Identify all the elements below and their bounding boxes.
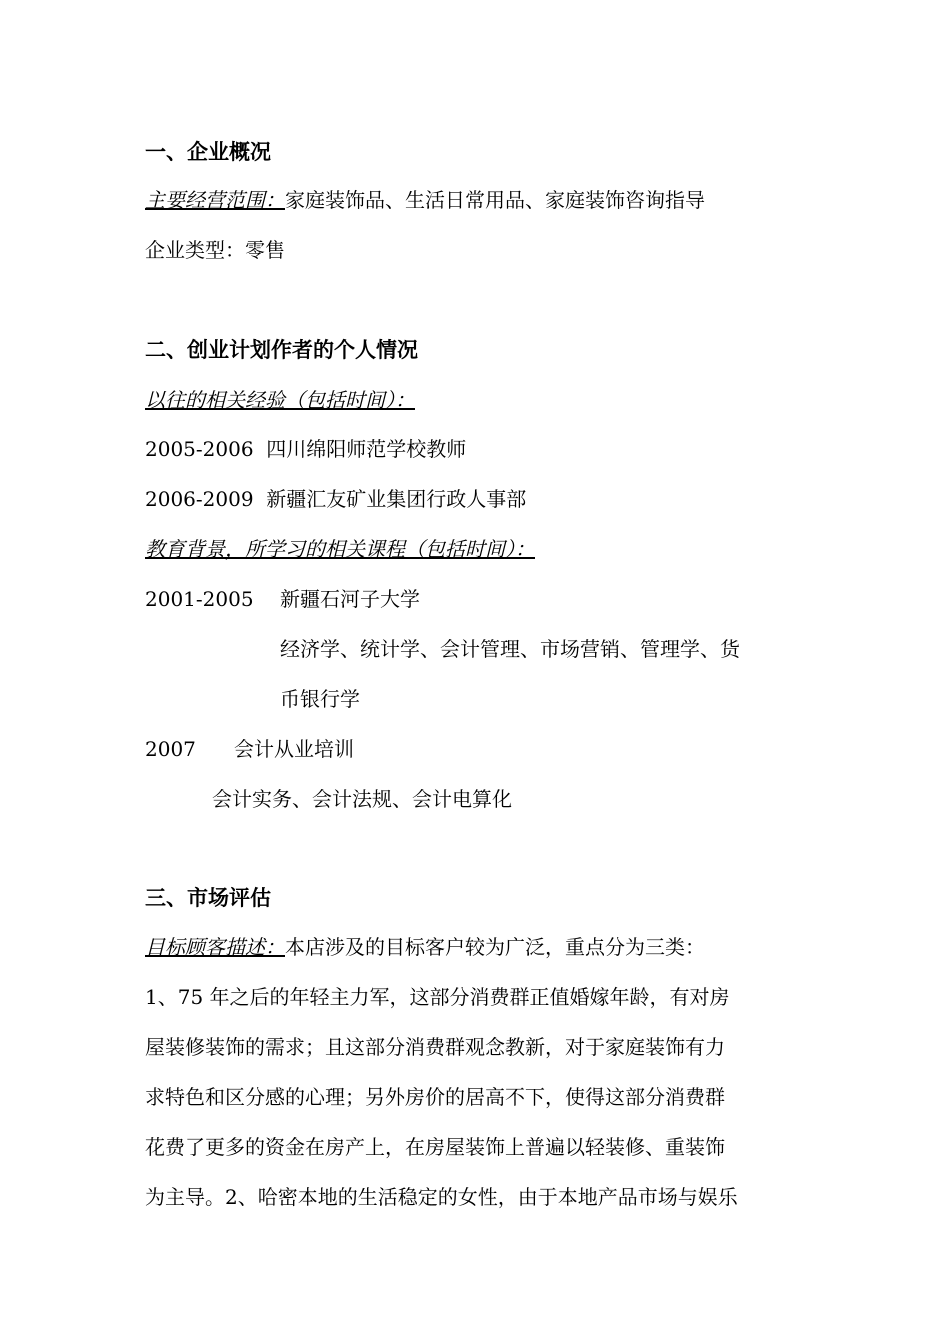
business-scope-value: 家庭装饰品、生活日常用品、家庭装饰咨询指导 [285,188,705,212]
education-courses: 经济学、统计学、会计管理、市场营销、管理学、货 [280,637,740,661]
education-school: 会计从业培训 [234,737,354,761]
section-heading-market: 三、市场评估 [145,886,271,910]
experience-label: 以往的相关经验（包括时间）： [145,388,415,412]
education-label: 教育背景，所学习的相关课程（包括时间）： [145,537,535,561]
education-school: 新疆石河子大学 [280,587,420,611]
paragraph-line: 为主导。2、哈密本地的生活稳定的女性，由于本地产品市场与娱乐 [145,1185,738,1209]
experience-desc: 四川绵阳师范学校教师 [266,437,467,461]
experience-row [145,487,526,511]
experience-desc: 新疆汇友矿业集团行政人事部 [266,487,527,511]
paragraph-line: 1、75 年之后的年轻主力军，这部分消费群正值婚嫁年龄，有对房 [145,985,730,1009]
experience-row [145,437,466,461]
target-customer-line [145,935,705,959]
business-type-line: 企业类型：零售 [145,238,285,262]
paragraph-line: 屋装修装饰的需求；且这部分消费群观念教新，对于家庭装饰有力 [145,1035,725,1059]
section-heading-author: 二、创业计划作者的个人情况 [145,338,418,362]
education-years: 2007 [145,737,196,761]
business-scope-label: 主要经营范围： [145,188,285,212]
target-customer-intro: 本店涉及的目标客户较为广泛，重点分为三类： [285,935,705,959]
experience-years: 2005-2006 [145,437,254,461]
education-years: 2001-2005 [145,587,254,611]
education-courses-cont: 币银行学 [280,687,360,711]
section-heading-overview: 一、企业概况 [145,140,271,164]
target-customer-label: 目标顾客描述： [145,935,285,959]
paragraph-line: 求特色和区分感的心理；另外房价的居高不下，使得这部分消费群 [145,1085,725,1109]
business-scope-line [145,188,705,212]
education-courses: 会计实务、会计法规、会计电算化 [212,787,512,811]
experience-years: 2006-2009 [145,487,254,511]
paragraph-line: 花费了更多的资金在房产上，在房屋装饰上普遍以轻装修、重装饰 [145,1135,725,1159]
